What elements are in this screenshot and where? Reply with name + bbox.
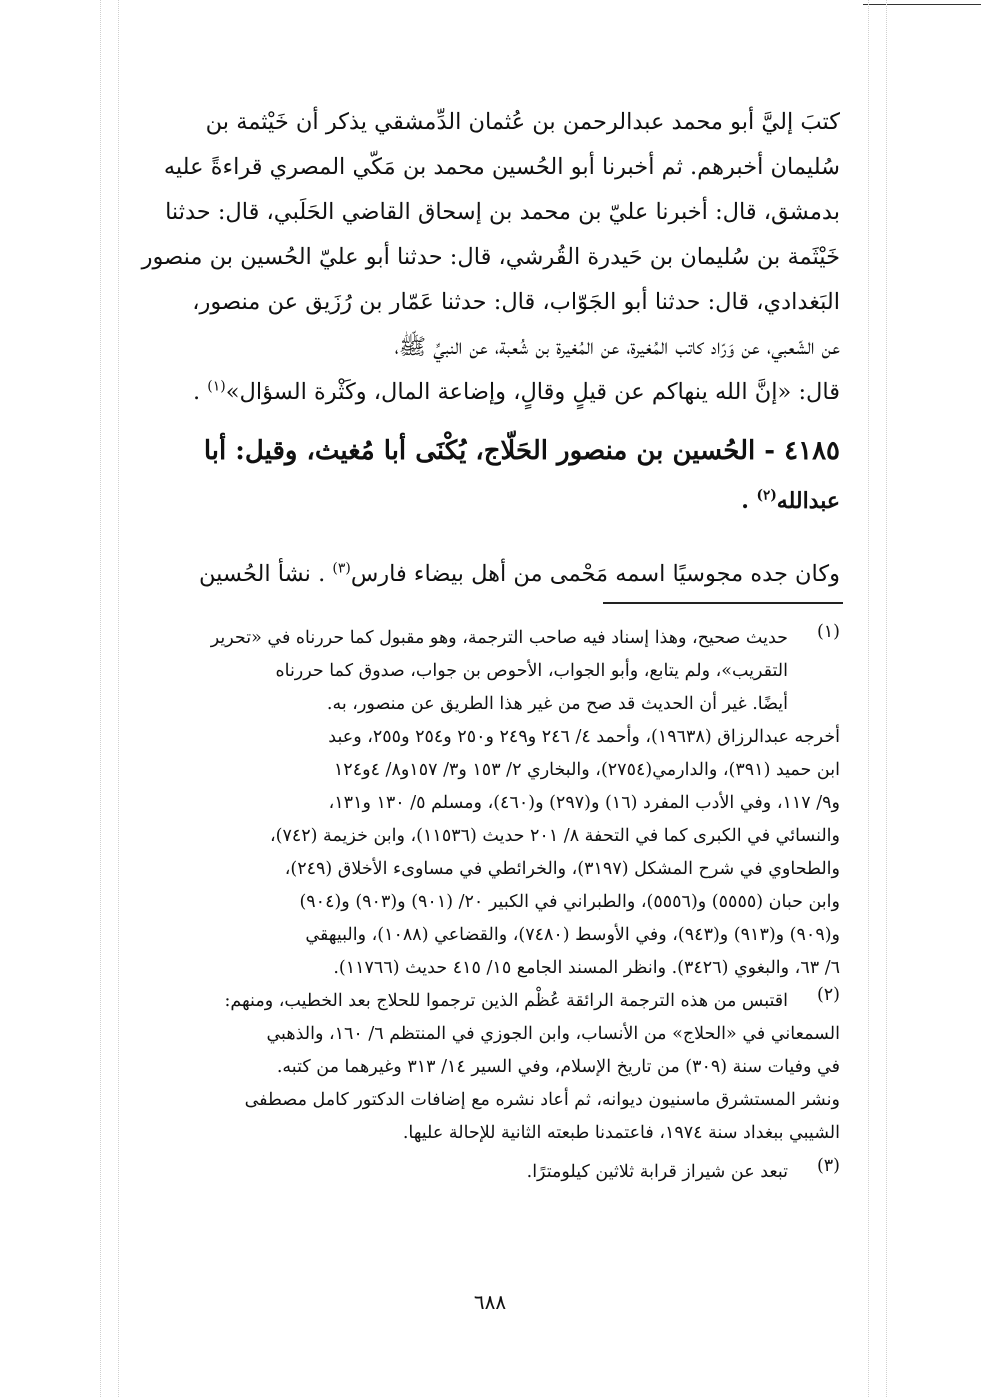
body-line: خَيْثَمة بن سُليمان بن حَيدرة القُرشي، قال: حدثنا أبو عليّ الحُسين بن منصور: [141, 244, 840, 270]
body-line: البَغدادي، قال: حدثنا أبو الجَوّاب، قال: حدثنا عَمّار بن رُزَيق عن منصور،: [192, 289, 840, 315]
footnote-line: حديث صحيح، وهذا إسناد فيه صاحب الترجمة، وهو مقبول كما حررناه في «تحرير: [210, 628, 788, 648]
footnote-line: والطحاوي في شرح المشكل (٣١٩٧)، والخرائطي في مساوىء الأخلاق (٢٤٩)،: [284, 859, 840, 879]
paragraph-text: وكان جده مجوسيًا اسمه مَحْمى من أهل بيضاء فارس: [350, 561, 840, 587]
footnote-line: أخرجه عبدالرزاق (١٩٦٣٨)، وأحمد ٤/ ٢٤٦ و٢٤٩ و٢٥٠ و٢٥٤ و٢٥٥، وعبد: [328, 727, 840, 747]
body-line: كتبَ إليَّ أبو محمد عبدالرحمن بن عُثمان الدِّمشقي يذكر أن خَيْثمة بن: [205, 109, 840, 135]
footnote-line: ابن حميد (٣٩١)، والدارمي(٢٧٥٤)، والبخاري ٢/ ١٥٣ و٣/ ١٥٧و٨/ ٤و١٢٤: [333, 760, 840, 780]
footnote-number: (١): [816, 622, 840, 642]
footnote-line: و٩/ ١١٧، وفي الأدب المفرد (١٦) و(٢٩٧) و(٤٦٠)، ومسلم ٥/ ١٣٠ و١٣١،: [328, 793, 840, 813]
footnote-line: والنسائي في الكبرى كما في التحفة ٨/ ٢٠١ حديث (١١٥٣٦)، وابن خزيمة (٧٤٢)،: [269, 826, 840, 846]
body-line: بدمشق، قال: أخبرنا عليّ بن محمد بن إسحاق القاضي الحَلَبي، قال: حدثنا: [165, 199, 840, 225]
footnotes: [128, 622, 840, 1189]
footnote-line: تبعد عن شيراز قرابة ثلاثين كيلومترًا.: [526, 1162, 788, 1182]
footnote-line: التقريب»، ولم يتابع، وأبو الجواب، الأحوص بن جواب، صدوق كما حررناه: [275, 661, 788, 681]
margin-guide-right-outer: [886, 0, 887, 1397]
footnote-number: (٣): [816, 1156, 840, 1176]
margin-guide-right: [868, 0, 869, 1397]
footnote-line: الشيبي ببغداد سنة ١٩٧٤، فاعتمدنا طبعته الثانية للإحالة عليها.: [402, 1123, 840, 1143]
body-line: قال: «إنَّ الله ينهاكم عن قيلٍ وقالٍ، وإضاعة المال، وكَثْرة السؤال»: [225, 379, 840, 405]
footnote-2: [128, 985, 840, 1150]
heading-line-2: عبدالله$^{(٢)}$ .: [741, 487, 840, 514]
footnote-line: ٦/ ٦٣، والبغوي (٣٤٢٦). وانظر المسند الجامع ١٥/ ٤١٥ حديث (١١٧٦٦).: [333, 958, 840, 978]
footnote-ref-3: (٣): [332, 560, 351, 577]
footnote-1: [128, 622, 840, 985]
footnote-line: السمعاني في «الحلاج» من الأنساب، وابن الجوزي في المنتظم ٦/ ١٦٠، والذهبي: [266, 1024, 840, 1044]
heading-line-1: ٤١٨٥ - الحُسين بن منصور الحَلّاج، يُكْنَى أبا مُغيث، وقيل: أبا: [203, 436, 840, 466]
margin-guide-left-inner: [118, 0, 119, 1397]
footnote-line: وابن حبان (٥٥٥٥) و(٥٥٥٦)، والطبراني في الكبير ٢٠/ (٩٠١) و(٩٠٣) و(٩٠٤): [299, 892, 840, 912]
page-number: ٦٨٨: [473, 1290, 507, 1314]
footnote-line: ونشر المستشرق ماسنيون ديوانه، ثم أعاد نشره مع إضافات الدكتور كامل مصطفى: [244, 1090, 840, 1110]
heading-line-2-text: عبدالله: [776, 488, 840, 514]
biography-paragraph: [128, 552, 840, 597]
paragraph-tail: . نشأ الحُسين: [198, 561, 326, 587]
footnote-3: [128, 1156, 840, 1189]
body-line-last: قال: «إنَّ الله ينهاكم عن قيلٍ وقالٍ، وإضاعة المال، وكَثْرة السؤال»$^{(١)}$ .: [192, 378, 840, 405]
footnote-separator: [603, 602, 843, 604]
body-line: عن الشّعبي، عن وَرّاد كاتب المُغيرة، عن المُغيرة بن شُعبة، عن النبيِّ ﷺ،: [394, 334, 840, 360]
footnote-line: في وفيات سنة (٣٠٩) من تاريخ الإسلام، وفي السير ١٤/ ٣١٣ وغيرهما من كتبه.: [276, 1057, 840, 1077]
footnote-number: (٢): [816, 985, 840, 1005]
footnote-line: اقتبس من هذه الترجمة الرائقة عُظْم الذين ترجموا للحلاج بعد الخطيب، ومنهم:: [224, 991, 788, 1011]
footnote-ref-1: (١): [207, 378, 226, 395]
hadith-text: [128, 100, 840, 415]
footnote-line: أيضًا. غير أن الحديث قد صح من غير هذا الطريق عن منصور، به.: [326, 694, 788, 714]
footnote-ref-2: (٢): [756, 487, 777, 504]
corner-rule: [863, 4, 981, 5]
body-line: سُليمان أخبرهم. ثم أخبرنا أبو الحُسين محمد بن مَكّي المصري قراءةً عليه: [163, 154, 840, 180]
entry-heading: [128, 426, 840, 526]
footnote-line: و(٩٠٩) و(٩١٣) و(٩٤٣)، وفي الأوسط (٧٤٨٠)، والقضاعي (١٠٨٨)، والبيهقي: [305, 925, 840, 945]
margin-guide-left: [100, 0, 101, 1397]
